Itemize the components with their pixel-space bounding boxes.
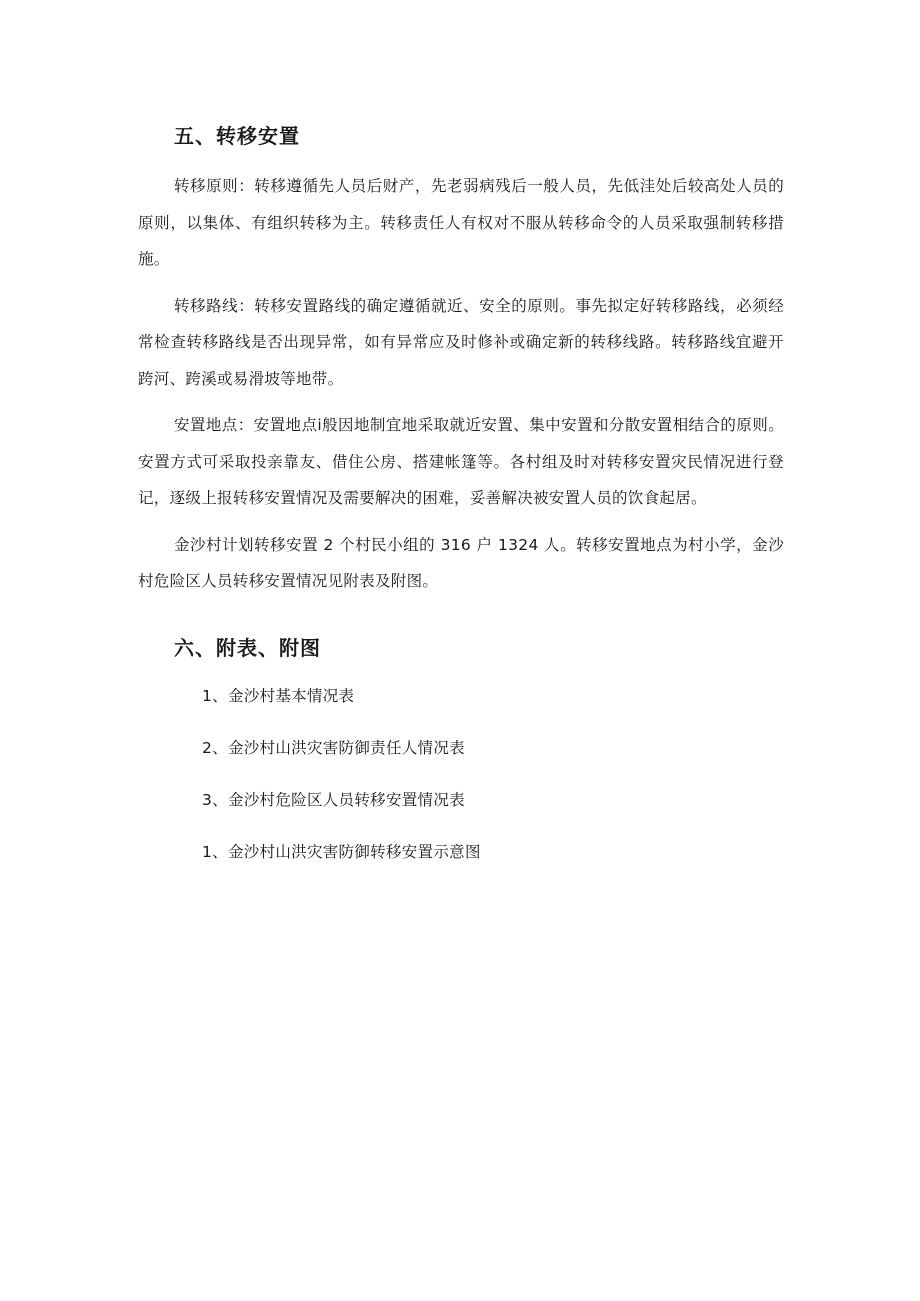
appendix-item: 1、金沙村基本情况表 (202, 686, 355, 705)
paragraph-transfer-principle: 转移原则：转移遵循先人员后财产，先老弱病残后一般人员，先低洼处后较高处人员的原则，以集体、有组织转移为主。转移责任人有权对不服从转移命令的人员采取强制转移措施。 (138, 177, 784, 268)
appendix-item: 2、金沙村山洪灾害防御责任人情况表 (202, 738, 465, 757)
paragraph-resettlement-site: 安置地点：安置地点ⅰ般因地制宜地采取就近安置、集中安置和分散安置相结合的原则。安置方式可采取投亲靠友、借住公房、搭建帐篷等。各村组及时对转移安置灾民情况进行登记，逐级上报转移安置情况及需要解决的困难，妥善解决被安置人员的饮食起居。 (138, 416, 784, 507)
paragraph-village-plan: 金沙村计划转移安置 2 个村民小组的 316 户 1324 人。转移安置地点为村小学，金沙村危险区人员转移安置情况见附表及附图。 (138, 535, 784, 590)
document-body (138, 118, 784, 886)
paragraph-transfer-route: 转移路线：转移安置路线的确定遵循就近、安全的原则。事先拟定好转移路线，必须经常检查转移路线是否出现异常，如有异常应及时修补或确定新的转移线路。转移路线宜避开跨河、跨溪或易滑坡等地带。 (138, 296, 784, 388)
appendix-item: 1、金沙村山洪灾害防御转移安置示意图 (202, 842, 481, 861)
section-6-heading: 六、附表、附图 (174, 635, 321, 660)
section-5-heading: 五、转移安置 (174, 124, 300, 148)
appendix-item: 3、金沙村危险区人员转移安置情况表 (202, 790, 465, 809)
